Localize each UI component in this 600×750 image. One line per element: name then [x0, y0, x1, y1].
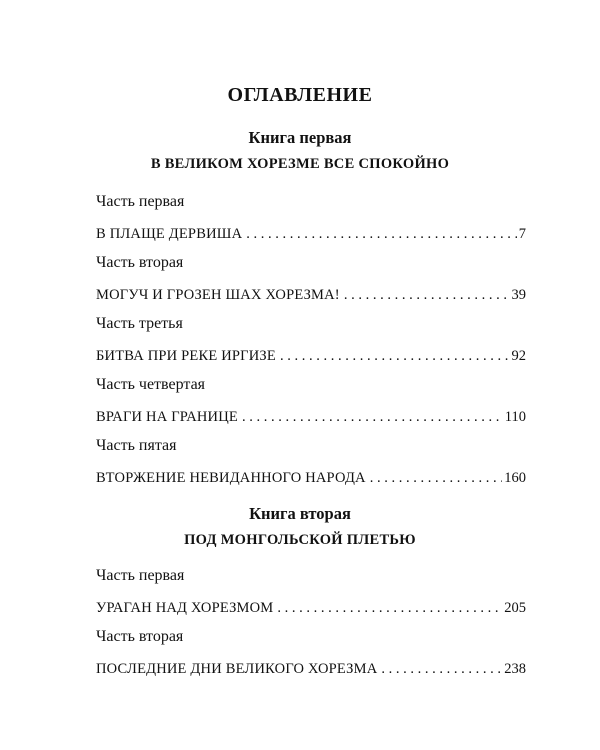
part-label: Часть вторая — [96, 628, 184, 645]
book-label: Книга вторая — [249, 504, 351, 523]
book-label: Книга первая — [248, 128, 352, 147]
toc-entry-row — [96, 285, 526, 305]
part-label: Часть третья — [96, 315, 183, 332]
page-number: 110 — [504, 409, 526, 425]
toc-entry-row — [96, 468, 526, 488]
toc-entry[interactable] — [96, 436, 526, 488]
page-number: 7 — [518, 226, 526, 242]
toc-entry[interactable] — [96, 566, 526, 618]
dot-leader — [246, 224, 517, 244]
toc-entry[interactable] — [96, 253, 526, 305]
toc-entry[interactable] — [96, 192, 526, 244]
page-number: 238 — [504, 661, 526, 677]
part-title: ПОСЛЕДНИЕ ДНИ ВЕЛИКОГО ХОРЕЗМА — [96, 661, 378, 677]
part-title: МОГУЧ И ГРОЗЕН ШАХ ХОРЕЗМА! — [96, 287, 340, 303]
toc-entry-row — [96, 598, 526, 618]
part-label: Часть вторая — [96, 254, 184, 271]
part-label: Часть четвертая — [96, 376, 206, 393]
book-heading — [0, 128, 600, 174]
page-number: 160 — [504, 470, 526, 486]
part-label: Часть пятая — [96, 437, 177, 454]
part-title: УРАГАН НАД ХОРЕЗМОМ — [96, 600, 274, 616]
part-title: ВРАГИ НА ГРАНИЦЕ — [96, 409, 238, 425]
dot-leader — [381, 659, 502, 679]
part-title: В ПЛАЩЕ ДЕРВИША — [96, 226, 243, 242]
dot-leader — [344, 285, 510, 305]
dot-leader — [277, 598, 502, 618]
page-number: 92 — [511, 348, 526, 364]
toc-entry[interactable] — [96, 375, 526, 427]
dot-leader — [280, 346, 510, 366]
dot-leader — [242, 407, 503, 427]
toc-entry[interactable] — [96, 627, 526, 679]
toc-title: ОГЛАВЛЕНИЕ — [227, 84, 373, 106]
book-title: ПОД МОНГОЛЬСКОЙ ПЛЕТЬЮ — [184, 532, 416, 548]
book-heading — [0, 504, 600, 550]
toc-entry-row — [96, 407, 526, 427]
part-label: Часть первая — [96, 567, 185, 584]
toc-entry[interactable] — [96, 314, 526, 366]
book-title: В ВЕЛИКОМ ХОРЕЗМЕ ВСЕ СПОКОЙНО — [150, 156, 450, 172]
dot-leader — [370, 468, 503, 488]
page-number: 205 — [504, 600, 526, 616]
page-number: 39 — [511, 287, 526, 303]
part-label: Часть первая — [96, 193, 185, 210]
part-title: ВТОРЖЕНИЕ НЕВИДАННОГО НАРОДА — [96, 470, 366, 486]
toc-entry-row — [96, 224, 526, 244]
toc-entry-row — [96, 346, 526, 366]
part-title: БИТВА ПРИ РЕКЕ ИРГИЗЕ — [96, 348, 276, 364]
toc-entry-row — [96, 659, 526, 679]
